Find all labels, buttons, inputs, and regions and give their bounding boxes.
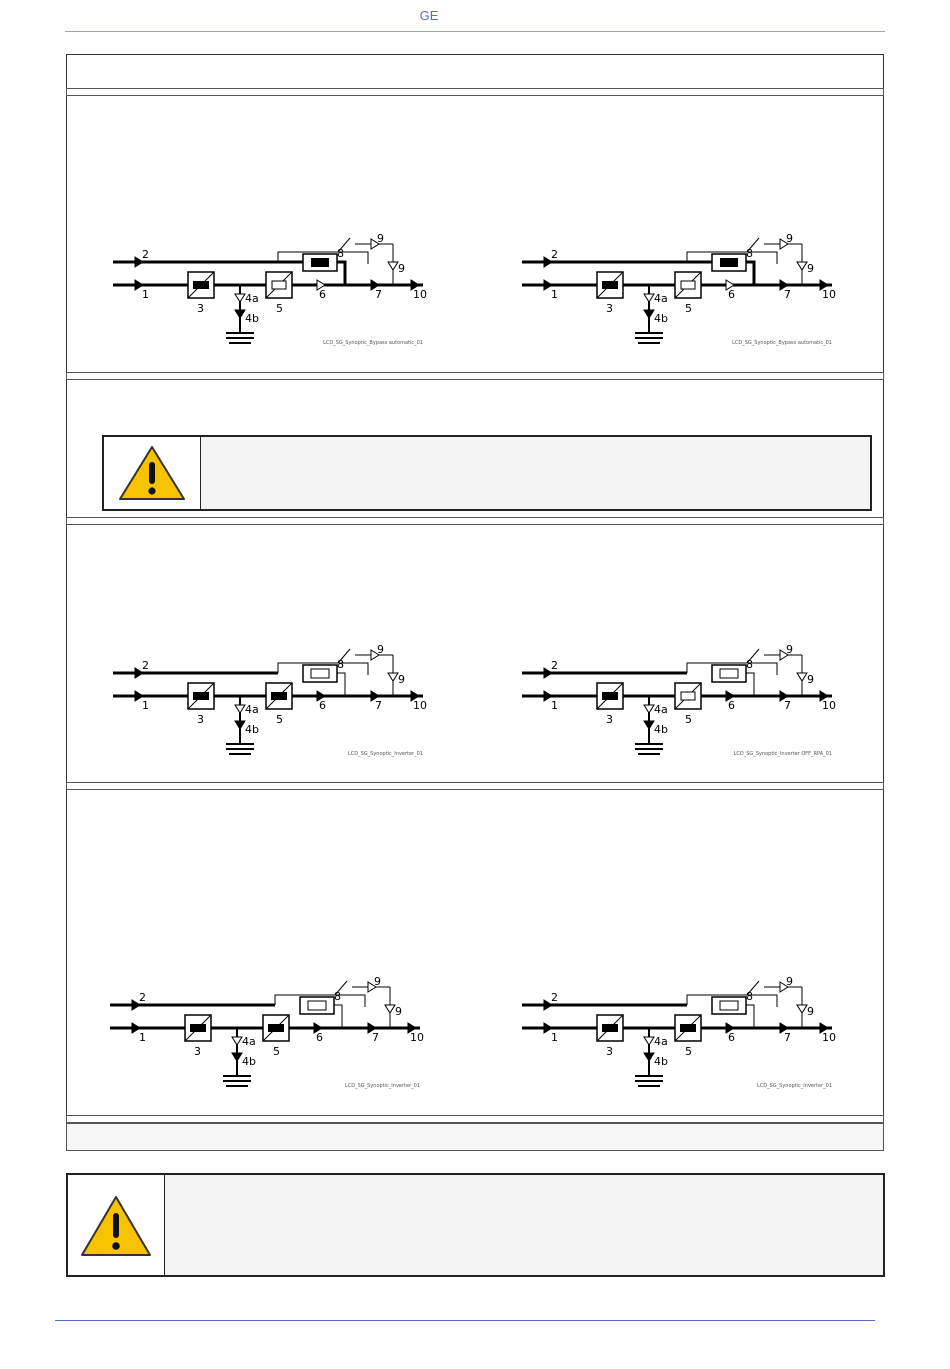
synoptic-diagram-1 <box>113 232 433 352</box>
label-n5: 5 <box>273 1045 280 1058</box>
label-n5: 5 <box>276 302 283 315</box>
flow-arrow <box>385 1005 395 1013</box>
converter-block <box>597 1015 623 1041</box>
manual-bypass-switch <box>747 238 759 252</box>
warning-box-2 <box>66 1173 885 1277</box>
label-n3: 3 <box>606 1045 613 1058</box>
warning-icon-cell <box>104 437 201 509</box>
warning-icon-cell <box>68 1175 165 1275</box>
label-n4a: 4a <box>245 703 259 716</box>
diagram-caption: LCD_SG_Synoptic_Inverter_01 <box>757 1083 832 1089</box>
label-n9: 9 <box>377 643 384 656</box>
label-n9: 9 <box>807 262 814 275</box>
label-n9: 9 <box>398 262 405 275</box>
converter-block <box>675 683 701 709</box>
label-n8: 8 <box>337 247 344 260</box>
label-n7: 7 <box>375 288 382 301</box>
label-n4a: 4a <box>654 292 668 305</box>
label-n4b: 4b <box>245 312 259 325</box>
label-n9: 9 <box>786 975 793 988</box>
converter-block <box>597 272 623 298</box>
label-n5: 5 <box>685 1045 692 1058</box>
label-n2: 2 <box>142 248 149 261</box>
label-n6: 6 <box>728 699 735 712</box>
header-brand: GE <box>419 8 439 23</box>
label-n2: 2 <box>551 248 558 261</box>
flow-arrow <box>644 1037 654 1045</box>
label-n10: 10 <box>822 288 836 301</box>
label-n6: 6 <box>319 699 326 712</box>
flow-arrow <box>644 310 654 318</box>
manual-bypass-switch <box>338 238 350 252</box>
diagram-caption: LCD_SG_Synoptic_Bypass automatic_01 <box>732 340 832 346</box>
converter-block <box>675 1015 701 1041</box>
warning-triangle-icon <box>104 437 200 509</box>
label-n3: 3 <box>197 302 204 315</box>
converter-block <box>188 683 214 709</box>
label-n9: 9 <box>374 975 381 988</box>
label-n4b: 4b <box>654 312 668 325</box>
flow-arrow <box>232 1037 242 1045</box>
manual-bypass-switch <box>747 649 759 663</box>
synoptic-diagram-3 <box>113 643 433 763</box>
label-n1: 1 <box>139 1031 146 1044</box>
converter-block <box>185 1015 211 1041</box>
flow-arrow <box>797 1005 807 1013</box>
label-n8: 8 <box>746 247 753 260</box>
table-divider <box>66 372 884 380</box>
label-n9: 9 <box>786 643 793 656</box>
manual-bypass-switch <box>747 981 759 995</box>
label-n6: 6 <box>728 1031 735 1044</box>
label-n4b: 4b <box>654 1055 668 1068</box>
flow-arrow <box>235 721 245 729</box>
diagram-caption: LCD_SG_Synoptic_Inverter_01 <box>348 751 423 757</box>
converter-block <box>675 272 701 298</box>
label-n1: 1 <box>551 699 558 712</box>
table-divider <box>66 517 884 525</box>
label-n7: 7 <box>784 1031 791 1044</box>
label-n6: 6 <box>728 288 735 301</box>
diagram-caption: LCD_SG_Synoptic_Inverter_01 <box>345 1083 420 1089</box>
header-rule <box>65 31 885 32</box>
static-switch-output <box>746 673 754 696</box>
label-n7: 7 <box>784 288 791 301</box>
table-divider <box>66 782 884 790</box>
static-switch-output <box>746 262 754 285</box>
label-n8: 8 <box>746 658 753 671</box>
label-n3: 3 <box>606 302 613 315</box>
diagram-caption: LCD_SG_Synoptic_Inverter OFF_RPA_01 <box>733 751 832 757</box>
static-switch-output <box>334 1005 342 1028</box>
label-n4a: 4a <box>242 1035 256 1048</box>
table-divider <box>66 1115 884 1123</box>
label-n9: 9 <box>807 673 814 686</box>
label-n4a: 4a <box>654 703 668 716</box>
flow-arrow <box>388 262 398 270</box>
label-n1: 1 <box>551 1031 558 1044</box>
flow-arrow <box>235 294 245 302</box>
label-n10: 10 <box>413 288 427 301</box>
label-n4b: 4b <box>245 723 259 736</box>
label-n1: 1 <box>142 699 149 712</box>
label-n10: 10 <box>410 1031 424 1044</box>
label-n4a: 4a <box>245 292 259 305</box>
warning-triangle-icon <box>68 1175 164 1275</box>
static-switch-output <box>746 1005 754 1028</box>
converter-block <box>266 683 292 709</box>
footer-rule <box>55 1320 875 1321</box>
flow-arrow <box>644 721 654 729</box>
flow-arrow <box>644 705 654 713</box>
label-n10: 10 <box>822 699 836 712</box>
label-n9: 9 <box>786 232 793 245</box>
converter-block <box>188 272 214 298</box>
label-n8: 8 <box>337 658 344 671</box>
converter-block <box>263 1015 289 1041</box>
label-n3: 3 <box>194 1045 201 1058</box>
static-switch-output <box>337 262 345 285</box>
label-n2: 2 <box>551 659 558 672</box>
label-n2: 2 <box>139 991 146 1004</box>
label-n5: 5 <box>685 713 692 726</box>
label-n1: 1 <box>142 288 149 301</box>
table-divider <box>66 88 884 96</box>
converter-block <box>597 683 623 709</box>
label-n6: 6 <box>319 288 326 301</box>
label-n4b: 4b <box>654 723 668 736</box>
label-n9: 9 <box>377 232 384 245</box>
label-n5: 5 <box>276 713 283 726</box>
synoptic-diagram-6 <box>522 975 842 1095</box>
manual-bypass-switch <box>335 981 347 995</box>
converter-block <box>266 272 292 298</box>
diagram-caption: LCD_SG_Synoptic_Bypass automatic_01 <box>323 340 423 346</box>
label-n9: 9 <box>395 1005 402 1018</box>
flow-arrow <box>797 673 807 681</box>
synoptic-diagram-2 <box>522 232 842 352</box>
label-n4a: 4a <box>654 1035 668 1048</box>
flow-arrow <box>797 262 807 270</box>
label-n3: 3 <box>197 713 204 726</box>
label-n2: 2 <box>551 991 558 1004</box>
label-n5: 5 <box>685 302 692 315</box>
label-n4b: 4b <box>242 1055 256 1068</box>
synoptic-diagram-5 <box>110 975 430 1095</box>
label-n7: 7 <box>784 699 791 712</box>
synoptic-diagram-4 <box>522 643 842 763</box>
label-n1: 1 <box>551 288 558 301</box>
label-n9: 9 <box>398 673 405 686</box>
warning-box-1 <box>102 435 872 511</box>
flow-arrow <box>644 294 654 302</box>
table-footer-row <box>66 1123 884 1151</box>
label-n2: 2 <box>142 659 149 672</box>
label-n6: 6 <box>316 1031 323 1044</box>
label-n10: 10 <box>413 699 427 712</box>
label-n10: 10 <box>822 1031 836 1044</box>
label-n3: 3 <box>606 713 613 726</box>
label-n7: 7 <box>375 699 382 712</box>
static-switch-output <box>337 673 345 696</box>
flow-arrow <box>235 705 245 713</box>
label-n9: 9 <box>807 1005 814 1018</box>
label-n8: 8 <box>746 990 753 1003</box>
label-n8: 8 <box>334 990 341 1003</box>
flow-arrow <box>644 1053 654 1061</box>
flow-arrow <box>232 1053 242 1061</box>
label-n7: 7 <box>372 1031 379 1044</box>
flow-arrow <box>388 673 398 681</box>
flow-arrow <box>235 310 245 318</box>
manual-bypass-switch <box>338 649 350 663</box>
